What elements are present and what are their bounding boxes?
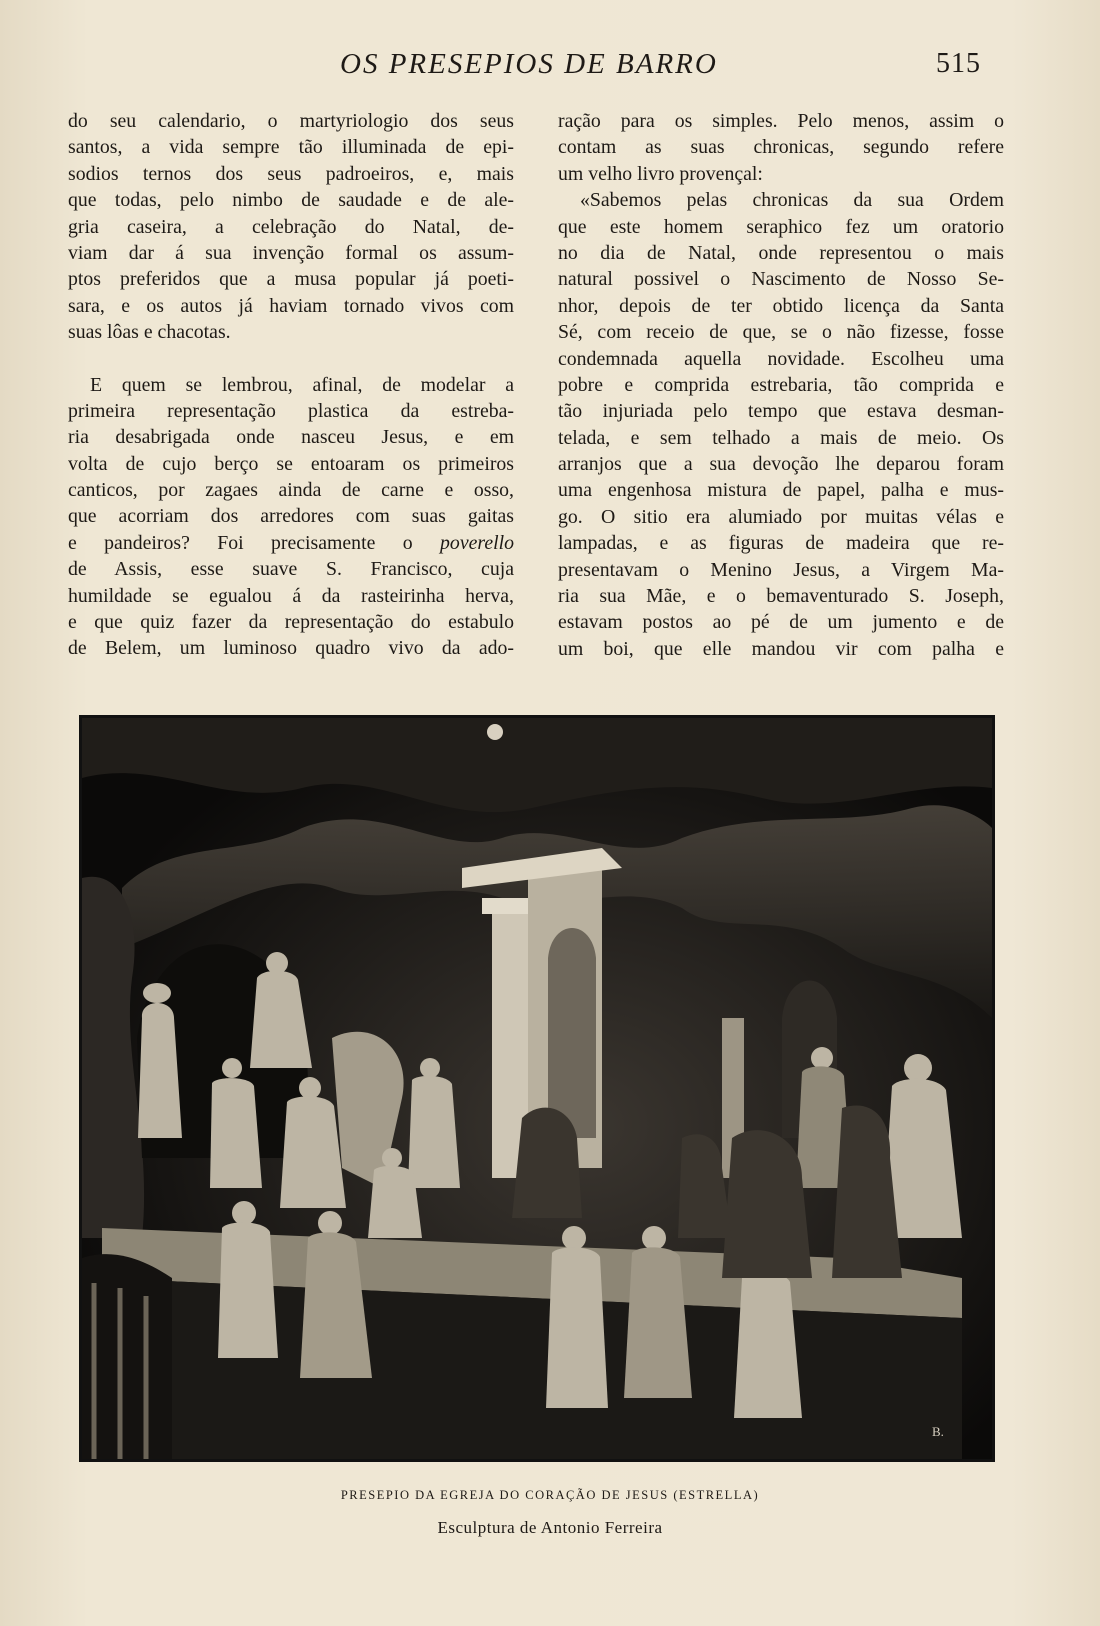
right-column	[558, 108, 1004, 662]
figure-credit: Esculptura de Antonio Ferreira	[437, 1518, 663, 1537]
text-line: go. O sitio era alumiado por muitas vélas e	[558, 505, 1004, 528]
text-line-mixed	[68, 530, 514, 556]
text-line: condemnada aquella novidade. Escolheu uma	[558, 347, 1004, 370]
text-line: santos, a vida sempre tão illuminada de epi-	[68, 136, 514, 159]
text-line: que acorriam dos arredores com suas gaitas	[68, 505, 514, 528]
text-line: E quem se lembrou, afinal, de modelar a	[90, 373, 514, 396]
text-line: ração para os simples. Pelo menos, assim o	[558, 110, 1004, 132]
text-line: e que quiz fazer da representação do estabulo	[68, 611, 514, 634]
text-line: gria caseira, a celebração do Natal, de-	[68, 215, 514, 238]
text-line: que este homem seraphico fez um oratorio	[558, 215, 1004, 238]
text-line: que todas, pelo nimbo de saudade e de ale-	[68, 189, 514, 212]
paragraph-continued	[68, 108, 514, 346]
text-line: sodios ternos dos seus padroeiros, e, mais	[68, 162, 514, 185]
paragraph-gap	[68, 346, 514, 372]
running-title: OS PRESEPIOS DE BARRO	[340, 48, 718, 80]
text-line: de Belem, um luminoso quadro vivo da ado-	[68, 637, 514, 660]
running-head	[0, 48, 1100, 88]
text-line: ria sua Mãe, e o bemaventurado S. Joseph,	[558, 585, 1004, 608]
text-line: estavam postos ao pé de um jumento e de	[558, 611, 1004, 634]
text-line: canticos, por zagaes ainda de carne e osso,	[68, 479, 514, 502]
text-line: nhor, depois de ter obtido licença da Santa	[558, 294, 1004, 317]
text-line: humildade se egualou á da rasteirinha herva,	[68, 584, 514, 607]
text-line: um velho livro provençal:	[558, 162, 763, 185]
paragraph-continued	[558, 108, 1004, 187]
text-line: uma engenhosa mistura de papel, palha e mus-	[558, 479, 1004, 502]
text-line: um boi, que elle mandou vir com palha e	[558, 637, 1004, 660]
figure-caption: PRESEPIO DA EGREJA DO CORAÇÃO DE JESUS (ESTRELLA)	[340, 1488, 760, 1502]
photograph-illustration	[82, 718, 992, 1459]
text-line: suas lôas e chacotas.	[68, 321, 231, 344]
text-line: tão injuriada pelo tempo que estava desman-	[558, 400, 1004, 423]
text-line: de Assis, esse suave S. Francisco, cuja	[68, 558, 514, 581]
text-line: arranjos que a sua devoção lhe deparou foram	[558, 453, 1004, 476]
text-line: «Sabemos pelas chronicas da sua Ordem	[580, 189, 1004, 212]
text-line: volta de cujo berço se entoaram os primeiros	[68, 452, 514, 475]
text-line: presentavam o Menino Jesus, a Virgem Ma-	[558, 558, 1004, 581]
page-number: 515	[936, 48, 981, 79]
text-line: ria desabrigada onde nasceu Jesus, e em	[68, 426, 514, 449]
text-line: do seu calendario, o martyriologio dos seus	[68, 110, 514, 132]
text-line: pobre e comprida estrebaria, tão comprida e	[558, 373, 1004, 396]
text-line: lampadas, e as figuras de madeira que re-	[558, 532, 1004, 555]
text-line: sara, e os autos já haviam tornado vivos com	[68, 294, 514, 317]
text-line: ptos preferidos que a musa popular já poeti-	[68, 268, 514, 291]
text-line: telada, e sem telhado a mais de meio. Os	[558, 426, 1004, 449]
left-column	[68, 108, 514, 662]
text-line: contam as suas chronicas, segundo refere	[558, 136, 1004, 159]
text-segment: e pandeiros? Foi precisamente o	[68, 531, 413, 554]
svg-text:B.: B.	[932, 1424, 944, 1439]
paragraph	[68, 372, 514, 662]
text-line: viam dar á sua invenção formal os assum-	[68, 241, 514, 264]
quoted-paragraph	[558, 187, 1004, 662]
nativity-scene-photograph	[79, 715, 995, 1462]
text-line: no dia de Natal, onde representou o mais	[558, 241, 1004, 264]
text-line: primeira representação plastica da estreba-	[68, 399, 514, 422]
text-line: Sé, com receio de que, se o não fizesse, fosse	[558, 321, 1004, 344]
italic-term: poverello	[440, 531, 514, 554]
text-line: natural possivel o Nascimento de Nosso Se-	[558, 268, 1004, 291]
